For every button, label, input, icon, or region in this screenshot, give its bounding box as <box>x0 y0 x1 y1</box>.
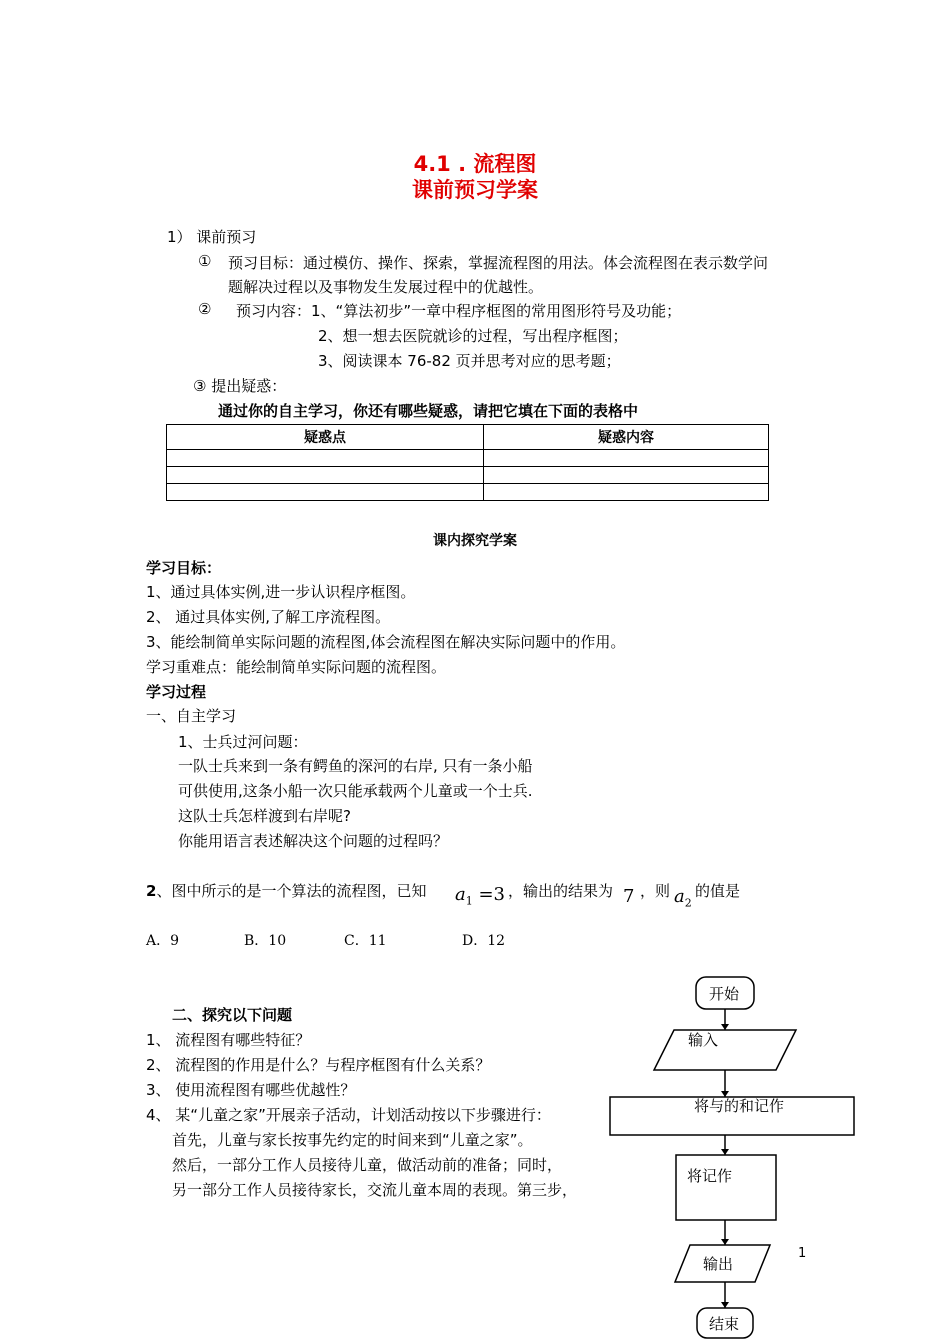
option-b: B．10 <box>244 933 287 949</box>
page-number: 1 <box>798 1246 807 1261</box>
item2-line2: 2、想一想去医院就诊的过程，写出程序框图； <box>318 327 628 345</box>
q2-text-b: ，输出的结果为 <box>508 882 614 900</box>
q1-line2: 可供使用,这条小船一次只能承载两个儿童或一个士兵. <box>178 782 533 800</box>
table-header-cell: 疑惑内容 <box>484 425 769 450</box>
q1-title: 1、士兵过河问题： <box>178 733 308 751</box>
flowchart-input-label: 输入 <box>688 1031 719 1049</box>
item3: ③ 提出疑惑： <box>193 377 287 395</box>
flowchart-arrow <box>721 1024 729 1030</box>
flowchart-output-label: 输出 <box>703 1255 734 1273</box>
page-title: 4.1 . 流程图 <box>413 152 537 176</box>
q2-number: 2 <box>146 882 157 900</box>
explore-heading: 二、探究以下问题 <box>172 1006 293 1024</box>
process-heading: 学习过程 <box>146 683 207 701</box>
explore-item-4-line2: 首先，儿童与家长按事先约定的时间来到“儿童之家”。 <box>172 1131 533 1149</box>
table-header-cell: 疑惑点 <box>167 425 484 450</box>
option-d: D．12 <box>462 933 506 949</box>
flowchart-end-label: 结束 <box>709 1315 740 1333</box>
item1-line1: 预习目标：通过模仿、操作、探索，掌握流程图的用法。体会流程图在表示数学问 <box>228 254 769 272</box>
flowchart-arrow <box>721 1239 729 1245</box>
goals-heading: 学习目标： <box>146 559 222 577</box>
item2-marker: ② <box>198 300 212 318</box>
q2-a1-sub: 1 <box>465 894 473 908</box>
item2-line3: 3、阅读课本 76-82 页并思考对应的思考题； <box>318 352 621 370</box>
explore-item-4-line4: 另一部分工作人员接待家长，交流儿童本周的表现。第三步， <box>172 1181 578 1199</box>
explore-item-4: 4、 某“儿童之家”开展亲子活动，计划活动按以下步骤进行： <box>146 1106 551 1124</box>
flowchart-arrow <box>721 1149 729 1155</box>
explore-item-2: 2、 流程图的作用是什么？与程序框图有什么关系？ <box>146 1056 491 1074</box>
q2-eq: =3 <box>472 884 505 905</box>
item1-marker: ① <box>198 252 212 270</box>
table-caption: 通过你的自主学习，你还有哪些疑惑，请把它填在下面的表格中 <box>218 402 639 420</box>
item1-line2: 题解决过程以及事物发生发展过程中的优越性。 <box>228 278 544 296</box>
q1-line3: 这队士兵怎样渡到右岸呢? <box>178 807 351 825</box>
flowchart-input-box <box>654 1030 796 1070</box>
explore-item-4-line3: 然后，一部分工作人员接待儿童，做活动前的准备；同时， <box>172 1156 563 1174</box>
q2-text-a: 、图中所示的是一个算法的流程图，已知 <box>156 882 427 900</box>
flowchart-start-label: 开始 <box>709 985 740 1003</box>
q2-a2-sub: 2 <box>684 896 692 910</box>
goal-3: 3、能绘制简单实际问题的流程图,体会流程图在解决实际问题中的作用。 <box>146 633 626 651</box>
q1-line4: 你能用语言表述解决这个问题的过程吗？ <box>178 832 449 850</box>
q2-text-d: 的值是 <box>695 882 741 900</box>
goal-1: 1、通过具体实例,进一步认识程序框图。 <box>146 583 416 601</box>
flowchart-step1-label: 将与的和记作 <box>694 1097 785 1115</box>
option-c: C．11 <box>344 933 387 949</box>
flowchart-arrow <box>721 1302 729 1308</box>
page-subtitle: 课前预习学案 <box>412 178 538 202</box>
self-study-heading: 一、自主学习 <box>146 707 237 725</box>
difficulty: 学习重难点：能绘制简单实际问题的流程图。 <box>146 658 447 676</box>
q2-a1: a <box>455 884 466 905</box>
flowchart-step2-label: 将记作 <box>687 1167 733 1185</box>
explore-item-1: 1、 流程图有哪些特征？ <box>146 1031 311 1049</box>
item2-line1: 预习内容：1、“算法初步”一章中程序框图的常用图形符号及功能； <box>236 302 682 320</box>
preview-heading: 1） 课前预习 <box>167 228 257 246</box>
q2-a2: a <box>674 886 685 907</box>
inclass-heading: 课内探究学案 <box>433 533 517 549</box>
q1-line1: 一队士兵来到一条有鳄鱼的深河的右岸, 只有一条小船 <box>178 757 533 775</box>
option-a: A．9 <box>146 933 180 949</box>
explore-item-3: 3、 使用流程图有哪些优越性？ <box>146 1081 356 1099</box>
q2-seven: 7 <box>623 886 635 907</box>
goal-2: 2、 通过具体实例,了解工序流程图。 <box>146 608 391 626</box>
q2-text-c: ，则 <box>640 882 671 900</box>
